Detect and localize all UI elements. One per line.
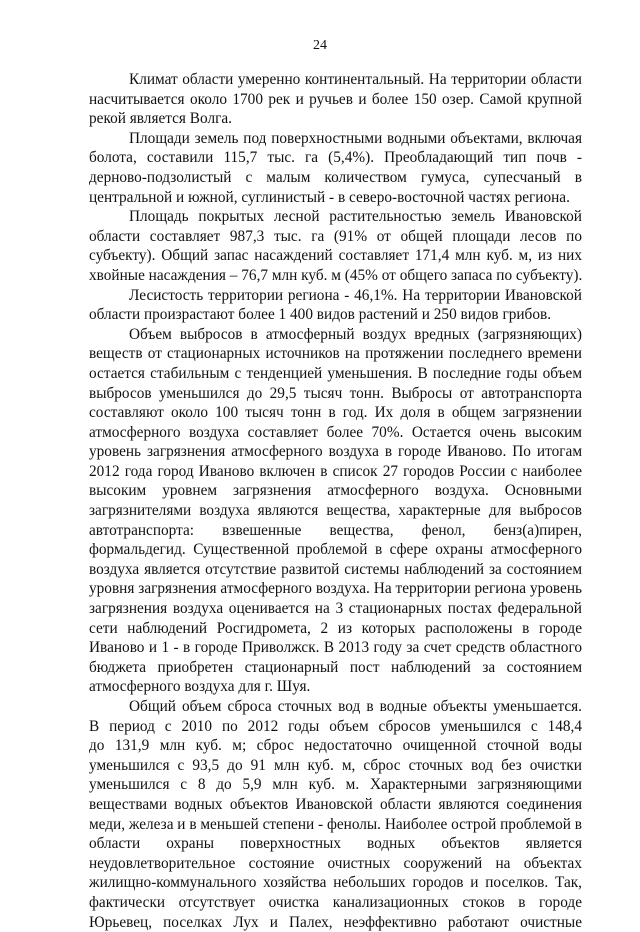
text-line: уровня загрязнения атмосферного воздуха. На территории региона уровень	[89, 580, 582, 598]
text-line: Площадь покрытых лесной растительностью земель Ивановской	[129, 208, 582, 226]
text-line: уменьшился с 8 до 5,9 млн куб. м. Характерными загрязняющими	[89, 776, 582, 794]
text-line: автотранспорта: взвешенные вещества, фенол, бенз(а)пирен,	[89, 521, 582, 539]
text-line: рекой является Волга.	[89, 110, 232, 128]
text-line: уровень загрязнения атмосферного воздуха в городе Иваново. По итогам	[89, 443, 582, 461]
text-line: составляют около 100 тысяч тонн в год. Их доля в общем загрязнении	[89, 404, 582, 422]
text-line: субъекту). Общий запас насаждений составляет 171,4 млн куб. м, из них	[89, 247, 582, 265]
text-line: насчитывается около 1700 рек и ручьев и более 150 озер. Самой крупной	[89, 90, 582, 108]
text-line: дерново-подзолистый с малым количеством гумуса, супесчаный в	[89, 168, 582, 186]
text-line: хвойные насаждения – 76,7 млн куб. м (45% от общего запаса по субъекту).	[89, 266, 583, 284]
text-line: Площади земель под поверхностными водными объектами, включая	[129, 129, 582, 147]
text-line: болота, составили 115,7 тыс. га (5,4%). Преобладающий тип почв -	[89, 149, 582, 167]
text-line: выбросов уменьшился до 29,5 тысяч тонн. Выбросы от автотранспорта	[89, 384, 582, 402]
text-line: неудовлетворительное состояние очистных сооружений на объектах	[89, 854, 582, 872]
text-line: уменьшился с 93,5 до 91 млн куб. м, сброс сточных вод без очистки	[89, 756, 582, 774]
text-line: центральной и южной, суглинистый - в северо-восточной частях региона.	[89, 188, 570, 206]
text-line: высоким уровнем загрязнения атмосферного воздуха. Основными	[89, 482, 582, 500]
text-line: 2012 года город Иваново включен в список 27 городов России с наиболее	[89, 462, 582, 480]
text-line: Климат области умеренно континентальный. На территории области	[129, 71, 582, 88]
text-line: остается стабильным с тенденцией уменьшения. В последние годы объем	[89, 364, 582, 382]
text-line: Юрьевец, поселках Лух и Палех, неэффективно работают очистные	[89, 913, 582, 931]
text-line: атмосферного воздуха составляет более 70%. Остается очень высоким	[89, 423, 582, 441]
document-body	[89, 70, 582, 932]
text-line: Общий объем сброса сточных вод в водные объекты уменьшается.	[129, 698, 582, 715]
text-line: фактически отсутствует очистка канализационных стоков в городе	[89, 893, 582, 911]
text-line: Лесистость территории региона - 46,1%. На территории Ивановской	[129, 286, 582, 304]
text-line: воздуха является отсутствие развитой системы наблюдений за состоянием	[89, 560, 582, 578]
text-line: В период с 2010 по 2012 годы объем сбросов уменьшился с 148,4	[89, 717, 582, 735]
text-line: загрязнителями воздуха являются вещества, характерные для выбросов	[89, 502, 582, 520]
page-number: 24	[313, 38, 327, 53]
text-line: бюджета приобретен стационарный пост наблюдений за состоянием	[89, 658, 582, 676]
text-line: веществ от стационарных источников на протяжении последнего времени	[89, 345, 582, 363]
text-line: Объем выбросов в атмосферный воздух вредных (загрязняющих)	[129, 325, 582, 343]
text-line: области составляет 987,3 тыс. га (91% от общей площади лесов по	[89, 227, 582, 245]
text-line: области охраны поверхностных водных объектов является	[89, 835, 582, 853]
text-line: формальдегид. Существенной проблемой в сфере охраны атмосферного	[89, 541, 582, 559]
text-line: атмосферного воздуха для г. Шуя.	[89, 678, 311, 696]
text-line: жилищно-коммунального хозяйства небольших городов и поселков. Так,	[89, 874, 582, 892]
text-line: до 131,9 млн куб. м; сброс недостаточно очищенной сточной воды	[89, 737, 582, 755]
text-line: загрязнения воздуха оценивается на 3 стационарных постах федеральной	[89, 600, 582, 618]
text-line: веществами водных объектов Ивановской области являются соединения	[89, 795, 582, 813]
text-line: сети наблюдений Росгидромета, 2 из которых расположены в городе	[89, 619, 582, 637]
text-line: Иваново и 1 - в городе Приволжск. В 2013 году за счет средств областного	[89, 639, 582, 657]
text-line: области произрастают более 1 400 видов растений и 250 видов грибов.	[89, 306, 552, 324]
text-line: меди, железа и в меньшей степени - фенолы. Наиболее острой проблемой в	[89, 815, 582, 833]
